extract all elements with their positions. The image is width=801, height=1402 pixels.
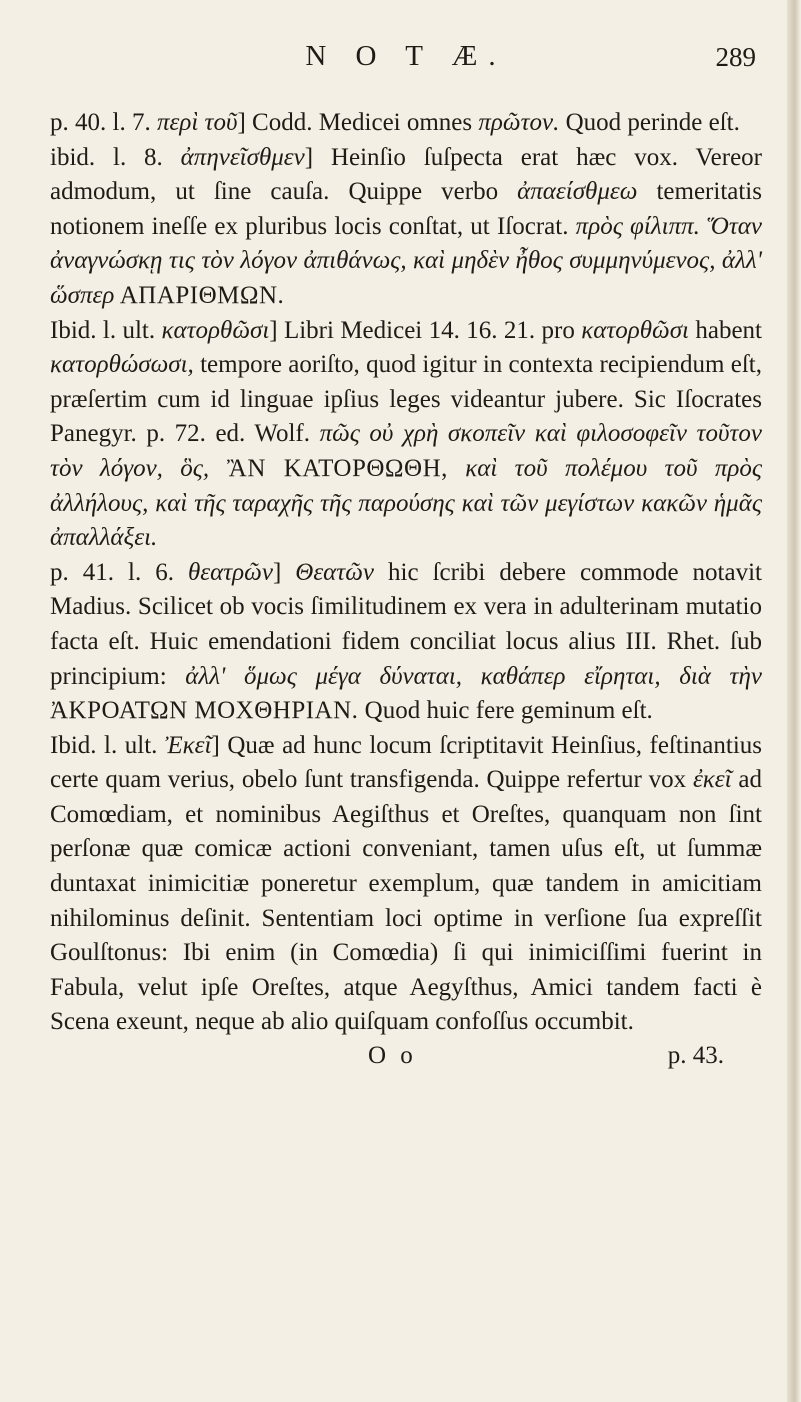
- latin-text: ] Libri Medicei 14. 16. 21. pro: [269, 316, 582, 344]
- note-paragraph: [50, 141, 762, 314]
- note-paragraph: [50, 556, 762, 729]
- latin-text: ibid. l. 8.: [50, 143, 181, 171]
- latin-text: Quod huic fere geminum eſt.: [358, 697, 653, 725]
- latin-text: Quod perinde eſt.: [559, 109, 740, 136]
- greek-text: πῶς οὐ χρὴ σκοπεῖν καὶ φιλοσοφεῖν τοῦτον τὸν λόγον, ὃς,: [50, 420, 762, 482]
- greek-text: ἐκεῖ: [692, 766, 732, 794]
- greek-text: πρῶτον.: [478, 109, 560, 136]
- greek-text: κατορθώσωσι,: [50, 351, 194, 379]
- note-paragraph: [50, 106, 762, 141]
- caps-text: ἈΚΡΟΑΤΩΝ ΜΟΧΘΗΡΙΑΝ.: [50, 697, 359, 725]
- page-header: [50, 40, 762, 92]
- latin-text: Ibid. l. ult.: [50, 731, 165, 759]
- greek-text: ἀλλ' ὅμως μέγα δύναται, καθάπερ εἴρηται, διὰ τὴν: [185, 662, 762, 690]
- greek-text: ἀπαείσθμεω: [517, 178, 638, 206]
- latin-text: Ibid. l. ult.: [50, 316, 162, 344]
- latin-text: p. 40. l. 7.: [50, 109, 157, 136]
- page-number: 289: [715, 42, 756, 72]
- greek-text: καὶ τοῦ πολέμου τοῦ πρὸς ἀλλήλους, καὶ τῆς ταραχῆς τῆς παρούσης καὶ τῶν μεγίστων κακῶν ἡμᾶς ἀπαλλάξει.: [50, 454, 763, 552]
- caps-text: ἊΝ ΚΑΤΟΡΘΩΘΗ,: [209, 454, 448, 482]
- notes-body: [50, 106, 762, 1040]
- latin-text: ] Heinſio ſuſpecta erat hæc vox. Vereor admodum, ut ſine cauſa. Quippe verbo: [50, 143, 762, 206]
- latin-text: habent: [688, 316, 762, 344]
- page-footer: [50, 1042, 762, 1078]
- latin-text: ] Codd. Medicei omnes: [237, 109, 479, 136]
- greek-text: Θεατῶν: [295, 558, 375, 586]
- latin-text: hic ſcribi debere commode notavit Madius. Scilicet ob vocis ſimilitudinem ex vera in adulterinam mutatio facta eſt. Huic emendationi fidem conciliat locus alius III. Rhet. ſub principium:: [50, 558, 762, 690]
- greek-text: Ἐκεῖ: [164, 731, 212, 759]
- greek-text: θεατρῶν: [187, 558, 273, 586]
- greek-text: πρὸς φίλιππ. Ὅταν ἀναγνώσκῃ τις τὸν λόγον ἀπιθάνως, καὶ μηδὲν ἦθος συμμηνύμενος, ἀλλ' ὥσπερ: [50, 212, 763, 309]
- caps-text: ΑΠΑΡΙΘΜΩΝ.: [114, 281, 285, 309]
- latin-text: tempore aoriſto, quod igitur in contexta recipiendum eſt, præſertim cum id linguae ipſius leges videantur jubere. Sic Iſocrates Panegyr. p. 72. ed. Wolf.: [50, 351, 762, 448]
- book-page: [50, 40, 762, 1078]
- signature-mark: O o: [368, 1042, 417, 1070]
- latin-text: temeritatis notionem ineſſe ex pluribus locis conſtat, ut Iſocrat.: [50, 178, 762, 240]
- latin-text: ad Comœdiam, et nominibus Aegiſthus et Oreſtes, quanquam non ſint perſonæ quæ comicæ actioni conveniant, tamen uſus eſt, ut ſummæ duntaxat inimicitiæ poneretur exemplum, quæ tandem in amicitiam nihilominus deſinit. Sententiam loci optime in verſione ſua expreſſit Goulſtonus: Ibi enim (in Comœdia) ſi qui inimiciſſimi fuerint in Fabula, velut ipſe Oreſtes, atque Aegyſthus, Amici tandem facti è Scena exeunt, neque ab alio quiſquam confoſſus occumbit.: [50, 766, 762, 1036]
- latin-text: ]: [272, 558, 296, 586]
- latin-text: ] Quæ ad hunc locum ſcriptitavit Heinſius, feſtinantius certe quam verius, obelo ſunt transfigenda. Quippe refertur vox: [50, 731, 762, 794]
- greek-text: περὶ τοῦ: [156, 109, 238, 136]
- running-title: N O T Æ.: [305, 40, 507, 72]
- note-paragraph: [50, 314, 762, 556]
- greek-text: κατορθῶσι: [161, 316, 270, 344]
- latin-text: p. 41. l. 6.: [50, 558, 188, 586]
- page-edge-shadow: [787, 0, 801, 1402]
- note-paragraph: [50, 729, 762, 1040]
- latin-text: [448, 455, 465, 482]
- greek-text: ἀπηνεῖσθμεν: [180, 143, 305, 171]
- catchword: p. 43.: [667, 1042, 724, 1070]
- greek-text: κατορθῶσι: [581, 316, 689, 344]
